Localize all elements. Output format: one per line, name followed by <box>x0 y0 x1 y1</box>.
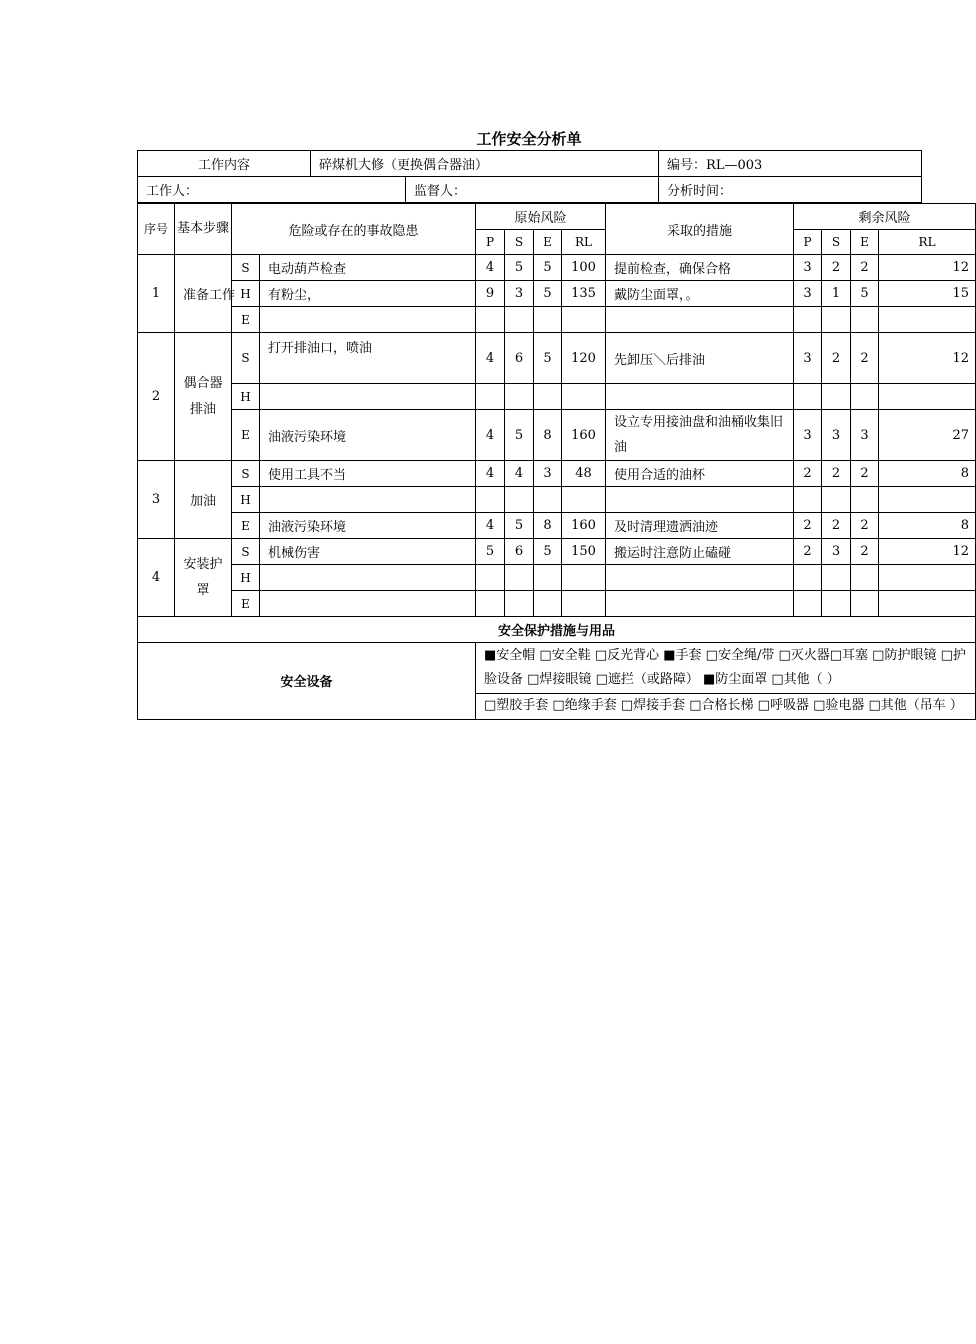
res-s: 2 <box>822 255 851 281</box>
hazard-cell <box>260 565 476 591</box>
table-row <box>138 255 976 281</box>
orig-s: 6 <box>505 539 534 565</box>
step-name: 加油 <box>175 461 232 539</box>
res-e: 2 <box>851 513 879 539</box>
measure-cell: 先卸压＼后排油 <box>606 333 794 384</box>
table-row <box>138 410 976 461</box>
orig-rl <box>562 384 606 410</box>
res-p: 3 <box>794 255 822 281</box>
orig-rl: 120 <box>562 333 606 384</box>
orig-rl: 100 <box>562 255 606 281</box>
hazard-cell: 打开排油口，喷油 <box>260 333 476 384</box>
orig-e: 5 <box>534 255 562 281</box>
res-s: 2 <box>822 333 851 384</box>
step-seq: 3 <box>138 461 175 539</box>
hazard-cell <box>260 384 476 410</box>
res-rl: 12 <box>879 255 976 281</box>
orig-e <box>534 307 562 333</box>
res-p: 2 <box>794 513 822 539</box>
orig-rl: 48 <box>562 461 606 487</box>
table-row <box>138 281 976 307</box>
res-rl <box>879 307 976 333</box>
risk-type: H <box>232 281 260 307</box>
res-e: 5 <box>851 281 879 307</box>
res-e: 2 <box>851 539 879 565</box>
work-content-value: 碎煤机大修（更换偶合器油） <box>311 151 659 177</box>
supervisor-label: 监督人： <box>406 177 659 203</box>
hazard-cell <box>260 591 476 617</box>
step-seq: 2 <box>138 333 175 461</box>
measure-cell <box>606 487 794 513</box>
orig-s <box>505 591 534 617</box>
form-title: 工作安全分析单 <box>476 130 582 148</box>
res-s: 3 <box>822 539 851 565</box>
table-row <box>138 384 976 410</box>
res-s: 1 <box>822 281 851 307</box>
risk-analysis-table <box>137 203 976 720</box>
orig-e: 5 <box>534 281 562 307</box>
risk-type: E <box>232 591 260 617</box>
measure-cell: 及时清理遗洒油迹 <box>606 513 794 539</box>
step-name: 偶合器排油 <box>175 333 232 461</box>
step-seq: 1 <box>138 255 175 333</box>
res-rl <box>879 487 976 513</box>
table-row <box>138 513 976 539</box>
res-e <box>851 565 879 591</box>
measure-cell <box>606 565 794 591</box>
orig-p: 4 <box>476 461 505 487</box>
res-e <box>851 384 879 410</box>
hazard-cell: 使用工具不当 <box>260 461 476 487</box>
analysis-time-label: 分析时间： <box>659 177 922 203</box>
res-rl: 12 <box>879 539 976 565</box>
res-s: 2 <box>822 513 851 539</box>
orig-rl <box>562 487 606 513</box>
table-row <box>138 487 976 513</box>
res-s <box>822 591 851 617</box>
res-p: 3 <box>794 410 822 461</box>
col-orig-s: S <box>505 229 534 255</box>
res-p <box>794 487 822 513</box>
hazard-cell: 油液污染环境 <box>260 410 476 461</box>
risk-analysis-body <box>138 204 976 720</box>
column-header-row-1 <box>138 204 976 230</box>
res-p <box>794 384 822 410</box>
orig-rl <box>562 565 606 591</box>
safety-equipment-row-1 <box>138 642 976 693</box>
hazard-cell <box>260 307 476 333</box>
res-e: 3 <box>851 410 879 461</box>
orig-rl <box>562 307 606 333</box>
measure-cell <box>606 591 794 617</box>
orig-s: 3 <box>505 281 534 307</box>
orig-e <box>534 487 562 513</box>
orig-p <box>476 591 505 617</box>
col-res-e: E <box>851 229 879 255</box>
orig-e: 8 <box>534 410 562 461</box>
risk-type: E <box>232 307 260 333</box>
risk-type: S <box>232 539 260 565</box>
col-res-rl: RL <box>879 229 976 255</box>
orig-p: 4 <box>476 333 505 384</box>
table-row <box>138 333 976 384</box>
table-row <box>138 461 976 487</box>
res-e: 2 <box>851 333 879 384</box>
res-s: 3 <box>822 410 851 461</box>
orig-rl: 135 <box>562 281 606 307</box>
risk-type: H <box>232 384 260 410</box>
col-res-s: S <box>822 229 851 255</box>
orig-p <box>476 565 505 591</box>
col-measures: 采取的措施 <box>606 204 794 255</box>
res-s <box>822 565 851 591</box>
res-s <box>822 307 851 333</box>
safety-equipment-options-1: ■安全帽 □安全鞋 □反光背心 ■手套 □安全绳/带 □灭火器□耳塞 □防护眼镜 □护脸设备 □焊接眼镜 □遮拦（或路障） ■防尘面罩 □其他（ ） <box>476 642 976 693</box>
col-orig-p: P <box>476 229 505 255</box>
risk-type: S <box>232 333 260 384</box>
res-s <box>822 487 851 513</box>
safety-equipment-label: 安全设备 <box>138 642 476 719</box>
res-s <box>822 384 851 410</box>
orig-rl: 150 <box>562 539 606 565</box>
res-rl: 27 <box>879 410 976 461</box>
step-seq: 4 <box>138 539 175 617</box>
table-row <box>138 565 976 591</box>
orig-e: 3 <box>534 461 562 487</box>
orig-s: 5 <box>505 513 534 539</box>
worker-label: 工作人： <box>138 177 406 203</box>
safety-section-title: 安全保护措施与用品 <box>138 617 976 643</box>
risk-type: H <box>232 487 260 513</box>
step-name: 安装护罩 <box>175 539 232 617</box>
res-rl: 15 <box>879 281 976 307</box>
col-hazard: 危险或存在的事故隐患 <box>232 204 476 255</box>
res-rl: 8 <box>879 513 976 539</box>
orig-p <box>476 307 505 333</box>
hazard-cell: 电动葫芦检查 <box>260 255 476 281</box>
orig-p: 4 <box>476 255 505 281</box>
risk-type: S <box>232 461 260 487</box>
res-e: 2 <box>851 255 879 281</box>
orig-e: 5 <box>534 333 562 384</box>
table-row <box>138 539 976 565</box>
orig-p: 4 <box>476 410 505 461</box>
orig-e <box>534 565 562 591</box>
header-row-people <box>138 177 922 203</box>
risk-type: E <box>232 513 260 539</box>
hazard-cell: 机械伤害 <box>260 539 476 565</box>
orig-s: 5 <box>505 255 534 281</box>
form-header-table <box>137 150 922 203</box>
risk-type: E <box>232 410 260 461</box>
orig-p <box>476 384 505 410</box>
orig-p <box>476 487 505 513</box>
hazard-cell <box>260 487 476 513</box>
orig-s: 5 <box>505 410 534 461</box>
col-orig-e: E <box>534 229 562 255</box>
res-p: 2 <box>794 539 822 565</box>
res-rl: 12 <box>879 333 976 384</box>
res-e <box>851 307 879 333</box>
res-p <box>794 591 822 617</box>
orig-p: 4 <box>476 513 505 539</box>
col-res-p: P <box>794 229 822 255</box>
res-p: 3 <box>794 281 822 307</box>
orig-e: 8 <box>534 513 562 539</box>
table-row <box>138 591 976 617</box>
orig-s: 4 <box>505 461 534 487</box>
col-original-risk: 原始风险 <box>476 204 606 230</box>
res-s: 2 <box>822 461 851 487</box>
hazard-cell: 油液污染环境 <box>260 513 476 539</box>
res-p <box>794 565 822 591</box>
hazard-cell: 有粉尘， <box>260 281 476 307</box>
orig-rl <box>562 591 606 617</box>
orig-s <box>505 487 534 513</box>
res-e: 2 <box>851 461 879 487</box>
risk-type: S <box>232 255 260 281</box>
orig-rl: 160 <box>562 513 606 539</box>
orig-p: 9 <box>476 281 505 307</box>
res-rl <box>879 384 976 410</box>
table-row <box>138 307 976 333</box>
measure-cell: 设立专用接油盘和油桶收集旧油 <box>606 410 794 461</box>
res-rl: 8 <box>879 461 976 487</box>
res-rl <box>879 591 976 617</box>
col-residual-risk: 剩余风险 <box>794 204 976 230</box>
orig-s: 6 <box>505 333 534 384</box>
measure-cell <box>606 307 794 333</box>
work-content-label: 工作内容 <box>138 151 311 177</box>
step-name: 准备工作 <box>175 255 232 333</box>
safety-equipment-options-2: □塑胶手套 □绝缘手套 □焊接手套 □合格长梯 □呼吸器 □验电器 □其他（吊车 ） <box>476 693 976 719</box>
orig-s <box>505 307 534 333</box>
orig-s <box>505 384 534 410</box>
measure-cell: 戴防尘面罩，。 <box>606 281 794 307</box>
measure-cell: 提前检查，确保合格 <box>606 255 794 281</box>
orig-e <box>534 591 562 617</box>
safety-section-row <box>138 617 976 643</box>
col-seq: 序号 <box>138 204 175 255</box>
header-row-work-content <box>138 151 922 177</box>
res-p: 3 <box>794 333 822 384</box>
orig-p: 5 <box>476 539 505 565</box>
orig-rl: 160 <box>562 410 606 461</box>
measure-cell <box>606 384 794 410</box>
measure-cell: 搬运时注意防止磕碰 <box>606 539 794 565</box>
col-step: 基本步骤 <box>175 204 232 255</box>
orig-s <box>505 565 534 591</box>
res-e <box>851 487 879 513</box>
risk-type: H <box>232 565 260 591</box>
res-e <box>851 591 879 617</box>
form-number: 编号：RL—003 <box>659 151 922 177</box>
measure-cell: 使用合适的油杯 <box>606 461 794 487</box>
orig-e <box>534 384 562 410</box>
res-p: 2 <box>794 461 822 487</box>
res-rl <box>879 565 976 591</box>
res-p <box>794 307 822 333</box>
orig-e: 5 <box>534 539 562 565</box>
col-orig-rl: RL <box>562 229 606 255</box>
